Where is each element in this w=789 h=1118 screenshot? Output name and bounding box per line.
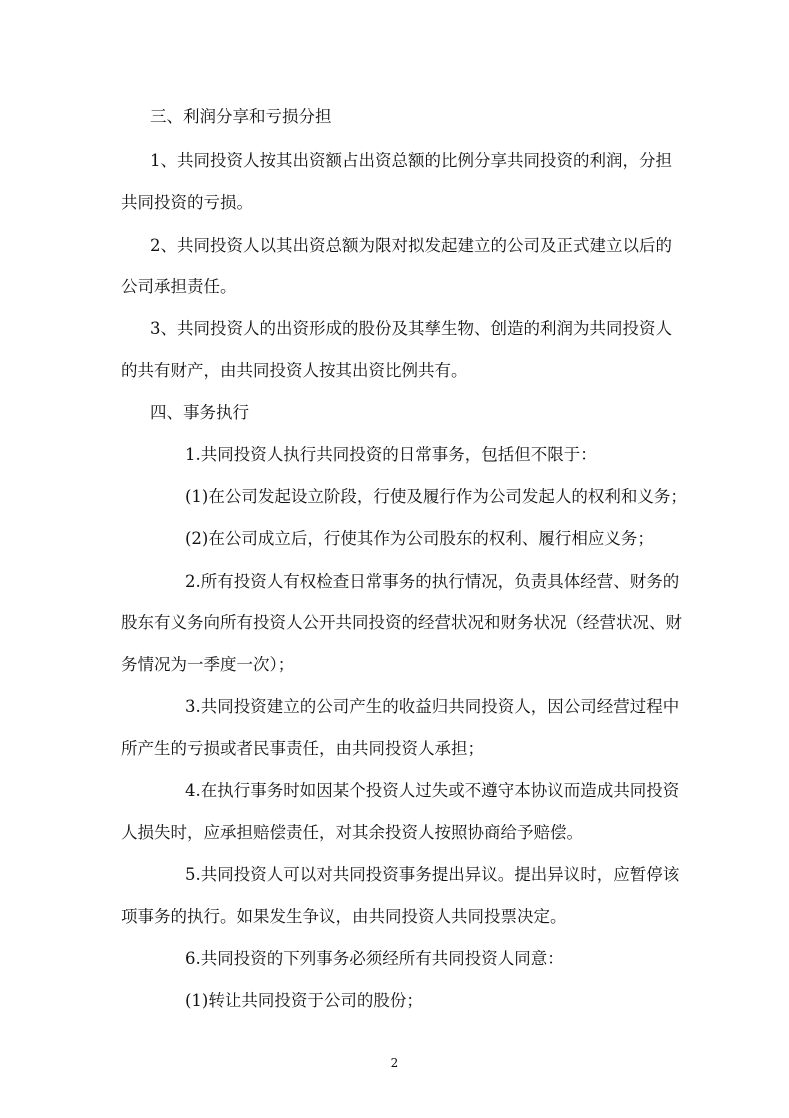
section-heading: 三、利润分享和亏损分担 — [150, 107, 332, 126]
paragraph-line: 共同投资的亏损。 — [121, 193, 253, 212]
paragraph-line: 2.所有投资人有权检查日常事务的执行情况，负责具体经营、财务的 — [185, 572, 680, 591]
paragraph-line: 所产生的亏损或者民事责任，由共同投资人承担； — [121, 739, 484, 758]
paragraph-line: 公司承担责任。 — [121, 277, 237, 296]
section-heading: 四、事务执行 — [150, 403, 249, 422]
paragraph-line: 项事务的执行。如果发生争议，由共同投资人共同投票决定。 — [121, 907, 567, 926]
paragraph-line: 3、共同投资人的出资形成的股份及其孳生物、创造的利润为共同投资人 — [150, 319, 672, 338]
paragraph-line: 的共有财产，由共同投资人按其出资比例共有。 — [121, 361, 468, 380]
paragraph-line: (2)在公司成立后，行使其作为公司股东的权利、履行相应义务； — [185, 529, 654, 548]
paragraph-line: 股东有义务向所有投资人公开共同投资的经营状况和财务状况（经营状况、财 — [121, 613, 682, 632]
paragraph-line: 1.共同投资人执行共同投资的日常事务，包括但不限于： — [185, 445, 597, 464]
paragraph-line: 务情况为一季度一次）； — [121, 655, 295, 674]
paragraph-line: 3.共同投资建立的公司产生的收益归共同投资人，因公司经营过程中 — [185, 697, 680, 716]
paragraph-line: 6.共同投资的下列事务必须经所有共同投资人同意： — [185, 949, 564, 968]
paragraph-line: 4.在执行事务时如因某个投资人过失或不遵守本协议而造成共同投资 — [185, 781, 680, 800]
page-number: 2 — [390, 1056, 399, 1070]
paragraph-line: 2、共同投资人以其出资总额为限对拟发起建立的公司及正式建立以后的 — [150, 236, 672, 255]
paragraph-line: 1、共同投资人按其出资额占出资总额的比例分享共同投资的利润，分担 — [150, 151, 672, 170]
paragraph-line: 5.共同投资人可以对共同投资事务提出异议。提出异议时，应暂停该 — [185, 865, 680, 884]
paragraph-line: (1)转让共同投资于公司的股份； — [185, 991, 423, 1010]
paragraph-line: (1)在公司发起设立阶段，行使及履行作为公司发起人的权利和义务； — [185, 487, 687, 506]
paragraph-line: 人损失时，应承担赔偿责任，对其余投资人按照协商给予赔偿。 — [121, 823, 583, 842]
